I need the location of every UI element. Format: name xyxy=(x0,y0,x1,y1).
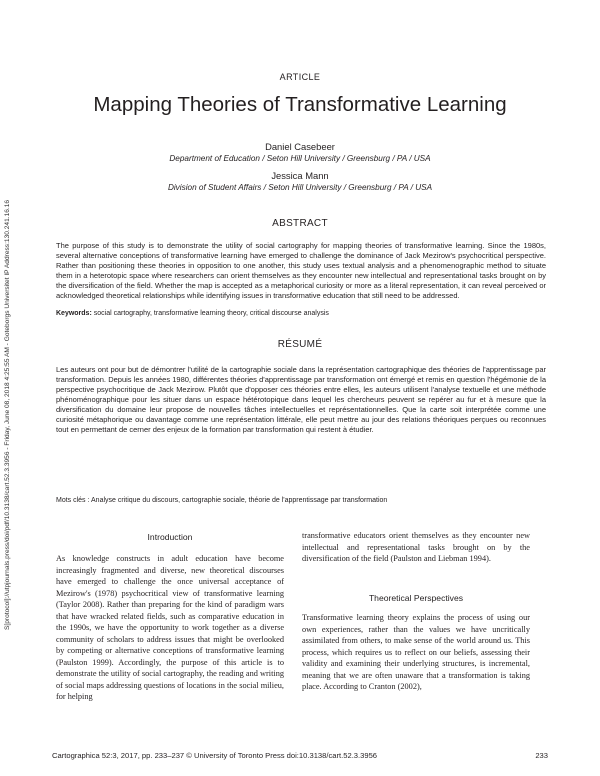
author-name-1: Daniel Casebeer xyxy=(265,141,335,152)
author-affiliation-2: Division of Student Affairs / Seton Hill University / Greensburg / PA / USA xyxy=(167,183,433,192)
download-watermark: S[protocol]://utpjournals.press/doi/pdf/10.3138/cart.52.3.3956 - Friday, June 08, 2018 4:25:55 AM - Goteborgs Universitet IP Address:130.241.16.16 xyxy=(4,199,11,630)
resume-keywords xyxy=(56,496,546,506)
keywords-list: social cartography, transformative learning theory, critical discourse analysis xyxy=(93,310,329,317)
abstract-heading: ABSTRACT xyxy=(272,218,328,229)
abstract-text: The purpose of this study is to demonstrate the utility of social cartography for mapping theories of transformative learning. Since the 1980s, several alternative conceptions of transformative learning have emerged to challenge the dominance of Jack Mezirow's psychocritical perspective. Rather than positioning these theories in opposition to one another, this study uses textual analysis and a phenomenographic method to situate them in a heterotopic space where researchers can orient themselves as they encounter new intellectual and representational tasks brought on by the diversification of the field. Whether the map is accepted as a metaphorical curiosity or more as a literal representation, it can reveal perceived or acknowledged theoretical relationships while identifying issues in transformative education that still need to be addressed. xyxy=(56,241,546,300)
resume-text: Les auteurs ont pour but de démontrer l'utilité de la cartographie sociale dans la représentation cartographique des théories de l'apprentissage par transformation. Depuis les années 1980, différentes théories d'apprentissage par transformation ont émergé et remis en question l'hégémonie de la perspective psychocritique de Jack Mezirow. Plutôt que d'opposer ces théories entre elles, les auteurs utilisent l'analyse textuelle et une méthode phénoménographique pour les situer dans un espace hétérotopique dans lequel les chercheurs peuvent se repérer au fur et à mesure que la diversification du domaine leur propose de nouvelles tâches intellectuelles et représentationnelles. Que la carte soit interprétée comme une curiosité métaphorique ou davantage comme une représentation littérale, elle peut mettre au jour des relations théoriques perçues ou reconnues tout en permettant de cerner des enjeux de la formation par transformation qui restent à étudier. xyxy=(56,365,546,434)
abstract-keywords xyxy=(56,309,546,319)
page-number: 233 xyxy=(535,751,548,760)
keywords-label: Keywords: xyxy=(56,310,92,317)
theoretical-perspectives-body: Transformative learning theory explains the process of using our own experiences, rather than the values we have uncritically assimilated from others, to make sense of the world around us. This process, which requires us to reflect on our beliefs, assessing their validity and examining their underlying structures, is incremental, meaning that we are often unaware that a transformation is taking place. According to Cranton (2002), xyxy=(302,613,530,691)
introduction-body: As knowledge constructs in adult education have become increasingly fragmented and diverse, new theoretical discourses have emerged to challenge the once universal acceptance of Mezirow's (1978) psychocritical view of transformative learning (Taylor 2008). Rather than preparing for the kind of paradigm wars that have wracked related fields, such as comparative education in the 1990s, we have the opportunity to work together as a diverse community of scholars to address issues that might be overlooked by competing or alternative conceptions of transformative learning (Paulston 1999). Accordingly, the purpose of this article is to demonstrate the utility of social cartography, the reading and writing of social maps addressing questions of locations in the social milieu, for helping xyxy=(56,554,284,701)
theoretical-perspectives-heading: Theoretical Perspectives xyxy=(368,593,464,603)
resume-heading: RÉSUMÉ xyxy=(277,339,323,350)
right-column-continuation: transformative educators orient themselves as they encounter new intellectual and representational tasks brought on by the diversification of the field (Paulston and Liebman 1994). xyxy=(302,531,530,563)
author-affiliation-1: Department of Education / Seton Hill University / Greensburg / PA / USA xyxy=(169,154,431,163)
author-name-2: Jessica Mann xyxy=(271,170,329,181)
mots-cles-label: Mots clés : xyxy=(56,497,90,504)
page-footer xyxy=(52,751,548,760)
article-type-label: ARTICLE xyxy=(279,72,321,82)
footer-citation: Cartographica 52:3, 2017, pp. 233–237 © University of Toronto Press doi:10.3138/cart.52.3.3956 xyxy=(52,751,378,760)
introduction-heading: Introduction xyxy=(147,532,193,542)
article-title: Mapping Theories of Transformative Learning xyxy=(93,93,507,116)
mots-cles-list: Analyse critique du discours, cartographie sociale, théorie de l'apprentissage par transformation xyxy=(91,497,388,504)
